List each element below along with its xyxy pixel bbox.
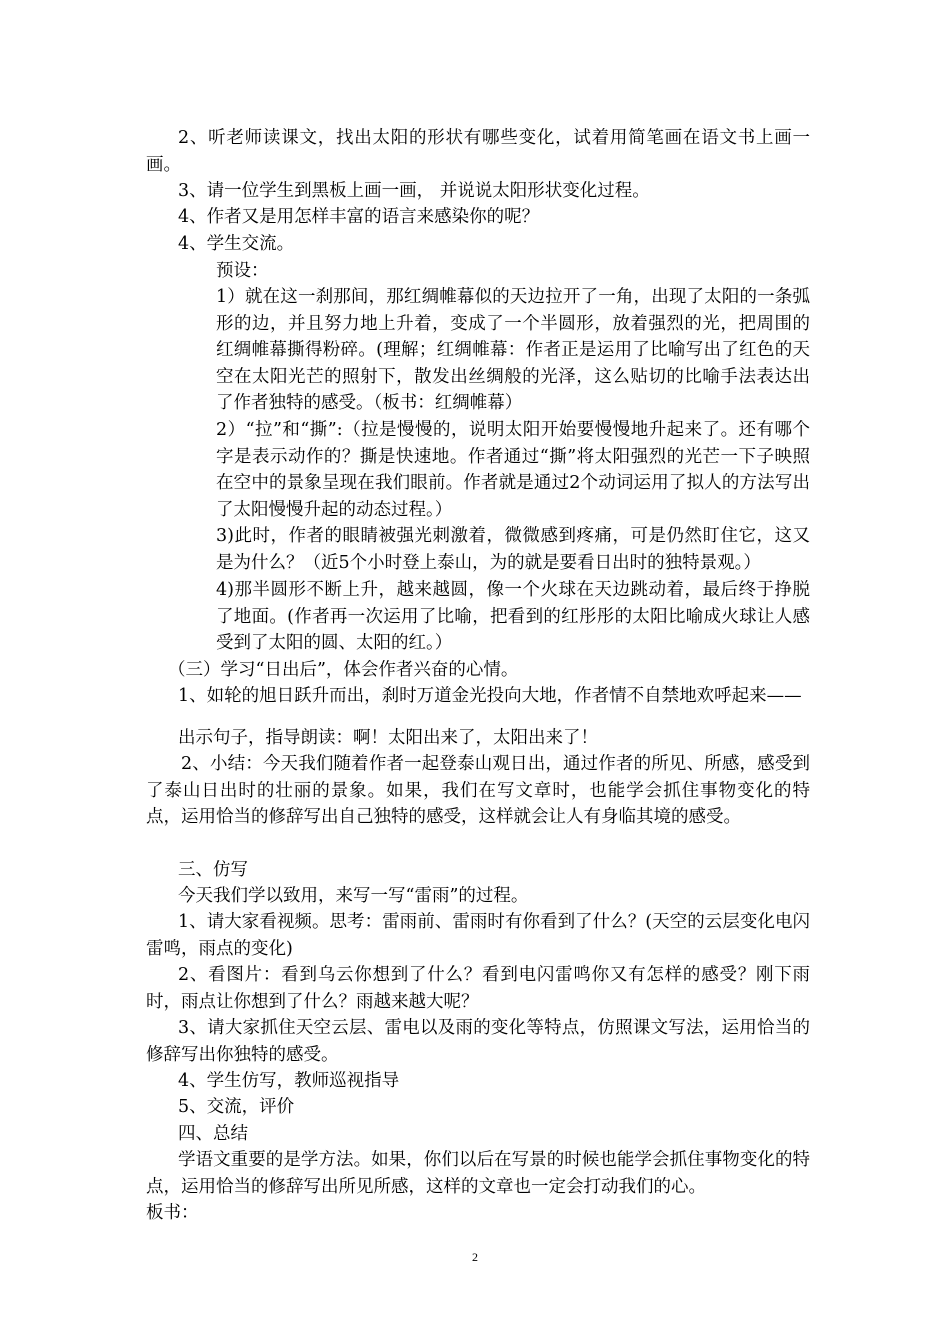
paragraph-conclusion: 学语文重要的是学方法。如果，你们以后在写景的时候也能学会抓住事物变化的特点，运用恰当的修辞写出所见所感，这样的文章也一定会打动我们的心。 <box>146 1150 810 1197</box>
paragraph-imitation-5: 5、交流，评价 <box>178 1097 295 1117</box>
paragraph-preset-1: 1）就在这一刹那间，那红绸帷幕似的天边拉开了一角，出现了太阳的一条弧形的边，并且努力地上升着，变成了一个半圆形，放着强烈的光，把周围的红绸帷幕撕得粉碎。(理解；红绸帷幕：作者正是运用了比喻写出了红色的天空在太阳光芒的照射下，散发出丝绸般的光泽，这么贴切的比喻手法表达出了作者独特的感受。（板书：红绸帷幕） <box>216 287 810 413</box>
paragraph-imitation-1: 1、请大家看视频。思考：雷雨前、雷雨时有你看到了什么？(天空的云层变化电闪雷鸣，雨点的变化) <box>146 912 810 959</box>
paragraph-summary: 2、小结：今天我们随着作者一起登泰山观日出，通过作者的所见、所感，感受到了泰山日出时的壮丽的景象。如果，我们在写文章时，也能学会抓住事物变化的特点，运用恰当的修辞写出自己独特的感受，这样就会让人有身临其境的感受。 <box>146 754 810 827</box>
paragraph-imitation-4: 4、学生仿写，教师巡视指导 <box>178 1071 400 1091</box>
paragraph-preset-2: 2）“拉”和“撕”:（拉是慢慢的，说明太阳开始要慢慢地升起来了。还有哪个字是表示动作的？撕是快速地。作者通过“撕”将太阳强烈的光芒一下子映照在空中的景象呈现在我们眼前。作者就是通过2个动词运用了拟人的方法写出了太阳慢慢升起的动态过程。） <box>216 420 810 520</box>
section-heading-after-sunrise: （三）学习“日出后”，体会作者兴奋的心情。 <box>168 660 519 680</box>
paragraph-step-4-question: 4、作者又是用怎样丰富的语言来感染你的呢？ <box>178 207 540 227</box>
paragraph-after-sunrise-1: 1、如轮的旭日跃升而出，刹时万道金光投向大地，作者情不自禁地欢呼起来—— <box>178 686 802 706</box>
paragraph-imitation-3: 3、请大家抓住天空云层、雷电以及雨的变化等特点，仿照课文写法，运用恰当的修辞写出你独特的感受。 <box>146 1018 810 1065</box>
paragraph-preset-label: 预设： <box>216 261 269 281</box>
paragraph-imitation-intro: 今天我们学以致用，来写一写“雷雨”的过程。 <box>178 886 529 906</box>
paragraph-imitation-2: 2、看图片：看到乌云你想到了什么？看到电闪雷鸣你又有怎样的感受？刚下雨时，雨点让你想到了什么？雨越来越大呢？ <box>146 965 810 1012</box>
page-number: 2 <box>472 1250 478 1264</box>
section-heading-imitation: 三、仿写 <box>178 860 248 880</box>
paragraph-step-3: 3、请一位学生到黑板上画一画， 并说说太阳形状变化过程。 <box>178 181 650 201</box>
paragraph-board-writing: 板书： <box>146 1203 199 1223</box>
paragraph-step-4-exchange: 4、学生交流。 <box>178 234 295 254</box>
paragraph-preset-3: 3)此时，作者的眼睛被强光刺激着，微微感到疼痛，可是仍然盯住它，这又是为什么？（近5个小时登上泰山，为的就是要看日出时的独特景观。） <box>216 526 810 573</box>
paragraph-reading-guide: 出示句子，指导朗读：啊！太阳出来了，太阳出来了！ <box>178 728 598 748</box>
paragraph-preset-4: 4)那半圆形不断上升，越来越圆，像一个火球在天边跳动着，最后终于挣脱了地面。(作者再一次运用了比喻，把看到的红彤彤的太阳比喻成火球让人感受到了太阳的圆、太阳的红。） <box>216 580 810 653</box>
paragraph-step-2: 2、听老师读课文，找出太阳的形状有哪些变化，试着用简笔画在语文书上画一画。 <box>146 128 810 175</box>
section-heading-conclusion: 四、总结 <box>178 1124 248 1144</box>
